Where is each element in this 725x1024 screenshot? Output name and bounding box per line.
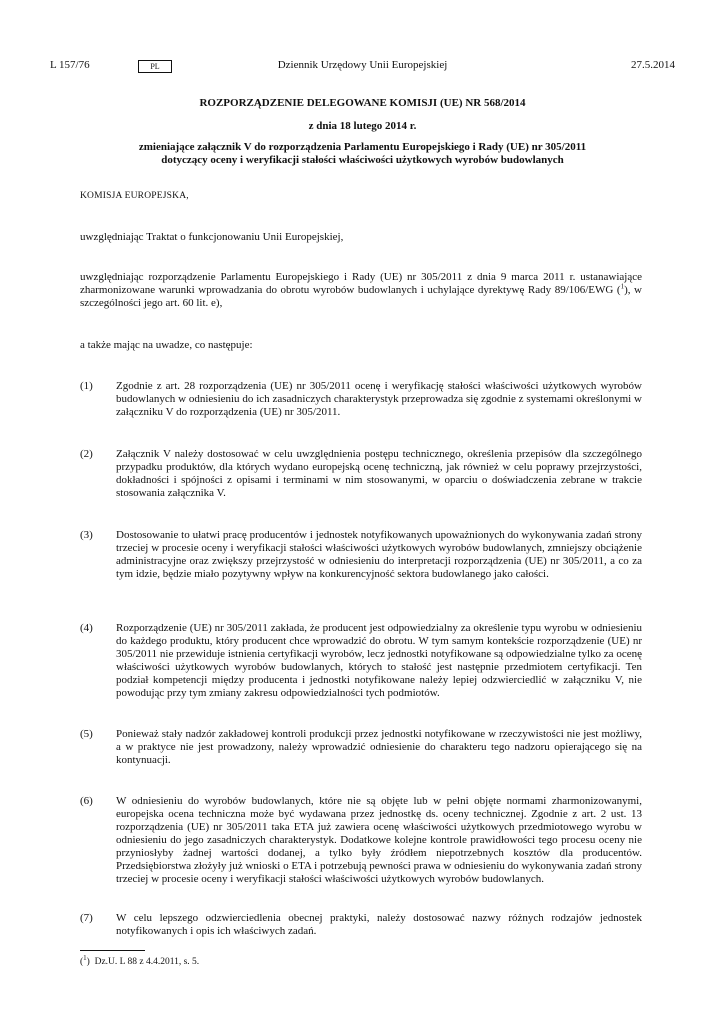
journal-name: Dziennik Urzędowy Unii Europejskiej [277,59,448,71]
citation-regulation [80,271,642,310]
footnote-number: 1 [83,953,87,962]
recital-text: W celu lepszego odzwierciedlenia obecnej praktyki, należy dostosować nazwy różnych rodzajów jednostek notyfikowanych i opis ich właściwych zadań. [116,912,642,937]
regulation-subject-line1: zmieniające załącznik V do rozporządzenia Parlamentu Europejskiego i Rady (UE) nr 305/2011 [138,141,587,153]
citation-regulation-end: ), w szczególności jego art. 60 lit. e), [80,284,642,309]
citation-regulation-text: uwzględniając rozporządzenie Parlamentu Europejskiego i Rady (UE) nr 305/2011 z dnia 9 marca 2011 r. ustanawiające zharmonizowane warunki wprowadzania do obrotu wyrobów budowlanych i uchylające dyrektywę Rady 89/106/EWG ( [80,271,642,296]
recital-number: (7) [80,912,93,924]
recital-text: W odniesieniu do wyrobów budowlanych, które nie są objęte lub w pełni objęte normami zharmonizowanymi, europejska ocena techniczna może być wydawana przez jednostkę ds. oceny technicznej. Zgodnie z art. 2 ust. 13 rozporządzenia (UE) nr 305/2011 taka ETA już zawiera ocenę właściwości użytkowych przedmiotowego wyrobu w odniesieniu do jego zasadniczych charakterystyk. Dodatkowe kolejne kontrole prawidłowości tego procesu oceny nie przyniosłyby żadnej wartości dodanej, a tylko były źródłem niepotrzebnych kosztów dla producentów. Przedsiębiorstwa złożyły już wnioski o ETA i potrzebują pewności prawa w odniesieniu do wykonywania zadań strony trzeciej w procesie oceny i weryfikacji stałości właściwości użytkowych wyrobów budowlanych. [116,795,642,885]
footnote-text: Dz.U. L 88 z 4.4.2011, s. 5. [94,957,200,967]
language-box: PL [138,60,172,73]
citation-treaty: uwzględniając Traktat o funkcjonowaniu Unii Europejskiej, [80,231,344,243]
regulation-title: ROZPORZĄDZENIE DELEGOWANE KOMISJI (UE) NR 568/2014 [199,97,526,109]
publication-date: 27.5.2014 [631,59,675,71]
footnote-divider [80,950,145,951]
recital-number: (2) [80,448,93,460]
footnote-reference[interactable]: 1 [620,282,625,291]
recital-text: Ponieważ stały nadzór zakładowej kontroli produkcji przez jednostki notyfikowane w rzeczywistości nie jest możliwy, a w praktyce nie jest prowadzony, należy wprowadzić odniesienie do charakteru tego nadzoru opierającego się na kontynuacji. [116,728,642,766]
recital-text: Zgodnie z art. 28 rozporządzenia (UE) nr 305/2011 ocenę i weryfikację stałości właściwości użytkowych wyrobów budowlanych w odniesieniu do ich zasadniczych charakterystyk przeprowadza się zgodnie z systemami określonymi w załączniku V do rozporządzenia (UE) nr 305/2011. [116,380,642,418]
page-header [50,59,675,75]
regulation-subject-line2: dotyczący oceny i weryfikacji stałości właściwości użytkowych wyrobów budowlanych [161,154,564,166]
whereas-clause: a także mając na uwadze, co następuje: [80,339,253,351]
recital-text: Załącznik V należy dostosować w celu uwzględnienia postępu technicznego, określenia przepisów dla szczególnego przypadku produktów, dla których wydano europejską ocenę techniczną, jak również w celu poprawy przejrzystości, dokładności i spójności z opisami i terminami w nim stosowanymi, w oparciu o doświadczenia zebrane w trakcie stosowania załącznika V. [116,448,642,499]
recital-text: Dostosowanie to ułatwi pracę producentów i jednostek notyfikowanych upoważnionych do wykonywania zadań strony trzeciej w procesie oceny i weryfikacji stałości właściwości użytkowych wyrobów budowlanych, zmniejszy obciążenie administracyjne oraz zwiększy przejrzystość w odniesieniu do interpretacji rozporządzenia (UE) nr 305/2011, a co za tym idzie, będzie miało pozytywny wpływ na konkurencyjność sektora budowlanego jako całości. [116,529,642,580]
recital-number: (1) [80,380,93,392]
page-reference: L 157/76 [50,59,90,71]
recital-number: (3) [80,529,93,541]
commission-heading: KOMISJA EUROPEJSKA, [80,191,189,201]
recital-number: (4) [80,622,93,634]
recital-text: Rozporządzenie (UE) nr 305/2011 zakłada, że producent jest odpowiedzialny za określenie typu wyrobu w odniesieniu do każdego produktu, który producent chce wprowadzić do obrotu. W tym samym kontekście rozporządzenie (UE) nr 305/2011 nie przewiduje istnienia certyfikacji wyrobów, lecz jednostki notyfikowane są odpowiedzialne tylko za ocenę właściwości użytkowych wyrobów budowlanych, których to stałość jest następnie przedmiotem certyfikacji. Ten podział kompetencji między producenta i jednostki notyfikowane należy lepiej odzwierciedlić w załączniku V, nie powodując przy tym zmiany zakresu odpowiedzialności tych podmiotów. [116,622,642,699]
recital-number: (5) [80,728,93,740]
recital-number: (6) [80,795,93,807]
footnote: ($^1$) Dz.U. L 88 z 4.4.2011, s. 5. [80,953,200,967]
regulation-date: z dnia 18 lutego 2014 r. [308,120,417,132]
